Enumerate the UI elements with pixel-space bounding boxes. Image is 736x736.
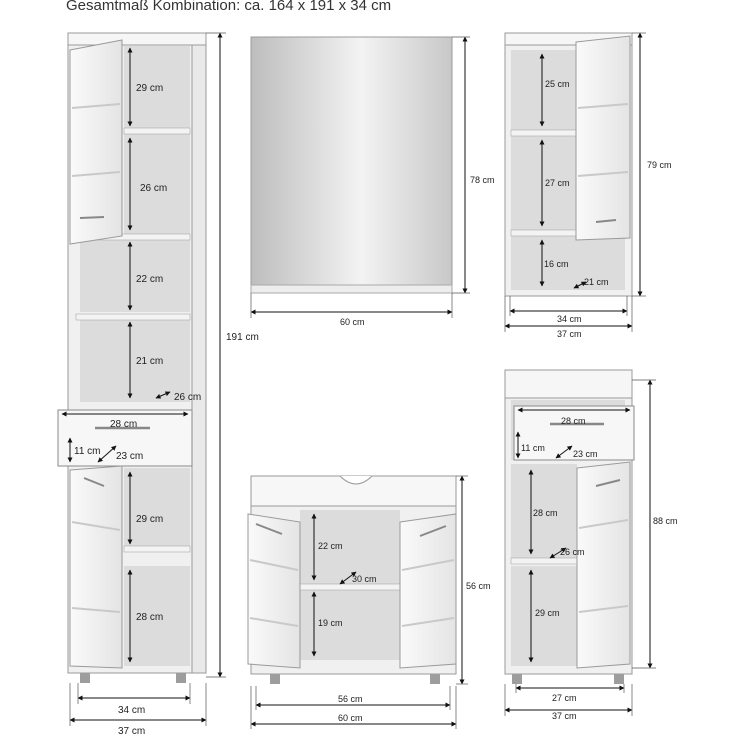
- tall-cabinet: [58, 33, 206, 683]
- tall-height-4: 21 cm: [136, 356, 164, 367]
- combination-total-dimensions-title: Gesamtmaß Kombination: ca. 164 x 191 x 34 cm: [66, 0, 392, 14]
- wall-inner-width: 34 cm: [557, 314, 582, 324]
- low-inner-width: 27 cm: [552, 693, 577, 703]
- tall-drawer-height: 11 cm: [74, 446, 101, 457]
- tall-height-2: 26 cm: [140, 183, 168, 194]
- tall-height-3: 22 cm: [136, 274, 164, 285]
- wall-height-1: 25 cm: [545, 79, 570, 89]
- tall-height-1: 29 cm: [136, 83, 164, 94]
- vanity-lower-height: 19 cm: [318, 618, 343, 628]
- tall-drawer-depth: 23 cm: [116, 451, 144, 462]
- vanity-shelf-depth: 30 cm: [352, 574, 377, 584]
- low-outer-width: 37 cm: [552, 711, 577, 721]
- tall-outer-width: 37 cm: [118, 726, 146, 736]
- low-total-height: 88 cm: [653, 516, 678, 526]
- mirror-width: 60 cm: [340, 317, 365, 327]
- vanity-inner-width: 56 cm: [338, 694, 363, 704]
- wall-outer-width: 37 cm: [557, 329, 582, 339]
- wall-depth: 21 cm: [584, 277, 609, 287]
- vanity-outer-width: 60 cm: [338, 713, 363, 723]
- low-upper-height: 28 cm: [533, 508, 558, 518]
- vanity-total-height: 56 cm: [466, 581, 491, 591]
- low-drawer-depth: 23 cm: [573, 449, 598, 459]
- tall-inner-width: 34 cm: [118, 705, 146, 716]
- wall-height-2: 27 cm: [545, 178, 570, 188]
- tall-depth-top: 26 cm: [174, 392, 202, 403]
- low-shelf-depth: 26 cm: [560, 547, 585, 557]
- vanity-upper-height: 22 cm: [318, 541, 343, 551]
- tall-height-5: 29 cm: [136, 514, 164, 525]
- low-lower-height: 29 cm: [535, 608, 560, 618]
- tall-drawer-width: 28 cm: [110, 419, 138, 430]
- low-drawer-height: 11 cm: [521, 443, 545, 453]
- wall-cabinet: [505, 33, 632, 296]
- wall-total-height: 79 cm: [647, 160, 672, 170]
- mirror: [251, 37, 452, 293]
- wall-height-3: 16 cm: [544, 259, 569, 269]
- low-drawer-width: 28 cm: [561, 416, 586, 426]
- tall-height-6: 28 cm: [136, 612, 164, 623]
- tall-total-height: 191 cm: [226, 332, 259, 343]
- mirror-height: 78 cm: [470, 175, 495, 185]
